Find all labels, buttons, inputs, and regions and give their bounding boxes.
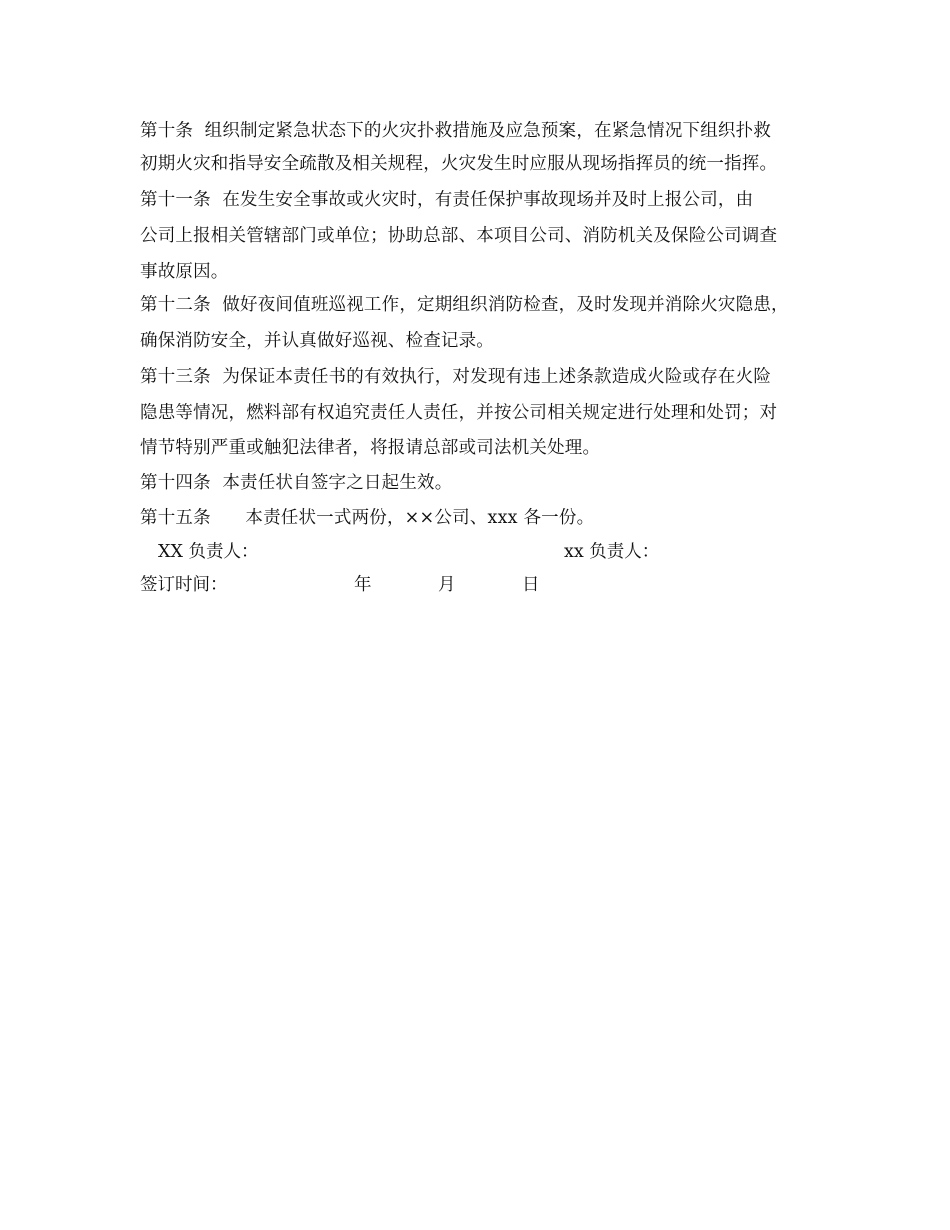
article-15: 第十五条 本责任状一式两份，××公司、xxx 各一份。 [140, 508, 595, 528]
signing-date-day: 日 [522, 575, 540, 595]
signature-left-label: XX 负责人： [158, 542, 259, 562]
article-12-line-1: 第十二条 做好夜间值班巡视工作，定期组织消防检查，及时发现并消除火灾隐患， [140, 295, 789, 315]
article-14: 第十四条 本责任状自签字之日起生效。 [140, 473, 453, 493]
article-13-line-3: 情节特别严重或触犯法律者，将报请总部或司法机关处理。 [140, 438, 601, 458]
article-13-line-2: 隐患等情况，燃料部有权追究责任人责任，并按公司相关规定进行处理和处罚；对 [140, 403, 778, 423]
article-11-line-2: 公司上报相关管辖部门或单位；协助总部、本项目公司、消防机关及保险公司调查 [140, 226, 778, 246]
signing-date-label: 签订时间： [140, 575, 228, 595]
article-12-line-2: 确保消防安全，并认真做好巡视、检查记录。 [140, 331, 494, 351]
article-11-line-1: 第十一条 在发生安全事故或火灾时，有责任保护事故现场并及时上报公司，由 [140, 190, 754, 210]
article-10-line-2: 初期火灾和指导安全疏散及相关规程，火灾发生时应服从现场指挥员的统一指挥。 [140, 154, 778, 174]
signing-date-month: 月 [438, 575, 456, 595]
article-13-line-1: 第十三条 为保证本责任书的有效执行，对发现有违上述条款造成火险或存在火险 [140, 367, 772, 387]
article-10-line-1: 第十条 组织制定紧急状态下的火灾扑救措施及应急预案，在紧急情况下组织扑救 [140, 121, 772, 141]
signature-right-label: xx 负责人： [564, 542, 660, 562]
article-11-line-3: 事故原因。 [140, 262, 229, 282]
signing-date-year: 年 [354, 575, 372, 595]
